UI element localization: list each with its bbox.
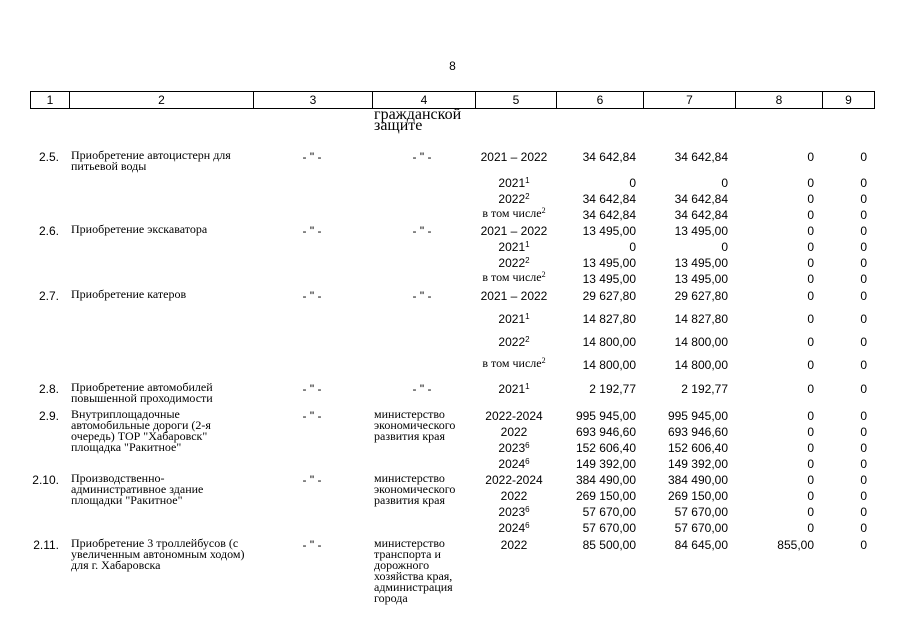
period: 2021$^1$: [498, 312, 530, 326]
municipal-budget: 0: [807, 521, 814, 535]
period: 2021$^1$: [498, 382, 530, 396]
regional-budget: 57 670,00: [674, 505, 728, 519]
item-number: 2.10.: [32, 473, 59, 487]
item-number: 2.5.: [38, 150, 59, 164]
total-amount: 693 946,60: [575, 425, 636, 439]
regional-budget: 2 192,77: [681, 382, 728, 396]
period: в том числе$^2$: [482, 270, 546, 284]
period: 2022: [500, 425, 528, 439]
regional-budget: 149 392,00: [667, 457, 728, 471]
municipal-budget: 0: [807, 256, 814, 270]
item-name: Производственно-административное здание площадки "Ракитное": [71, 471, 204, 507]
total-amount: 269 150,00: [575, 489, 636, 503]
item-number: 2.8.: [38, 382, 59, 396]
page-number: 8: [449, 59, 456, 73]
footnote-marker: 2: [525, 192, 530, 201]
regional-budget: 14 800,00: [674, 358, 728, 372]
executor: министерство транспорта и дорожного хозяйства края, администрация города: [374, 536, 453, 605]
total-amount: 57 670,00: [582, 521, 636, 535]
period: 2021$^1$: [498, 176, 530, 190]
period: в том числе$^2$: [482, 356, 546, 370]
footnote-marker: 6: [525, 441, 530, 450]
executor: - " -: [412, 382, 432, 396]
period: 2022$^2$: [498, 335, 530, 349]
municipal-budget: 0: [807, 208, 814, 222]
period: 2024$^6$: [498, 457, 530, 471]
other-sources: 0: [860, 150, 867, 164]
executor: - " -: [412, 289, 432, 303]
executor: - " -: [412, 150, 432, 164]
municipal-budget: 855,00: [777, 538, 814, 552]
municipal-budget: 0: [807, 240, 814, 254]
period: 2024$^6$: [498, 521, 530, 535]
customer-ditto: - " -: [302, 473, 322, 487]
total-amount: 14 800,00: [582, 358, 636, 372]
regional-budget: 13 495,00: [674, 272, 728, 286]
item-number: 2.11.: [33, 538, 59, 552]
regional-budget: 0: [721, 240, 728, 254]
header-col-5: 5: [476, 92, 557, 109]
footnote-marker: 2: [541, 270, 546, 279]
total-amount: 995 945,00: [575, 409, 636, 423]
municipal-budget: 0: [807, 489, 814, 503]
other-sources: 0: [860, 457, 867, 471]
footnote-marker: 2: [525, 335, 530, 344]
municipal-budget: 0: [807, 192, 814, 206]
total-amount: 0: [629, 176, 636, 190]
total-amount: 34 642,84: [582, 192, 636, 206]
total-amount: 14 827,80: [582, 312, 636, 326]
header-col-9: 9: [823, 92, 875, 109]
item-name: Приобретение катеров: [71, 287, 187, 301]
municipal-budget: 0: [807, 150, 814, 164]
regional-budget: 152 606,40: [667, 441, 728, 455]
other-sources: 0: [860, 256, 867, 270]
total-amount: 34 642,84: [582, 150, 636, 164]
total-amount: 0: [629, 240, 636, 254]
total-amount: 149 392,00: [575, 457, 636, 471]
other-sources: 0: [860, 224, 867, 238]
period: 2022: [500, 489, 528, 503]
period: 2021 – 2022: [480, 289, 548, 303]
other-sources: 0: [860, 312, 867, 326]
total-amount: 384 490,00: [575, 473, 636, 487]
regional-budget: 13 495,00: [674, 256, 728, 270]
header-col-2: 2: [70, 92, 254, 109]
customer-ditto: - " -: [302, 150, 322, 164]
period: 2021$^1$: [498, 240, 530, 254]
period: 2022$^2$: [498, 192, 530, 206]
other-sources: 0: [860, 335, 867, 349]
period: 2022$^2$: [498, 256, 530, 270]
item-name: Приобретение автоцистерн для питьевой воды: [71, 148, 231, 173]
period: 2022: [500, 538, 528, 552]
other-sources: 0: [860, 441, 867, 455]
header-col-8: 8: [736, 92, 823, 109]
municipal-budget: 0: [807, 425, 814, 439]
customer-ditto: - " -: [302, 289, 322, 303]
municipal-budget: 0: [807, 358, 814, 372]
executor: министерство экономического развития края: [374, 407, 456, 443]
footnote-marker: 6: [525, 521, 530, 530]
regional-budget: 34 642,84: [674, 192, 728, 206]
regional-budget: 995 945,00: [667, 409, 728, 423]
other-sources: 0: [860, 382, 867, 396]
customer-ditto: - " -: [302, 538, 322, 552]
regional-budget: 14 800,00: [674, 335, 728, 349]
regional-budget: 29 627,80: [674, 289, 728, 303]
period: 2023$^6$: [498, 441, 530, 455]
footnote-marker: 1: [525, 382, 530, 391]
executor: министерство экономического развития края: [374, 471, 456, 507]
footnote-marker: 1: [525, 176, 530, 185]
customer-ditto: - " -: [302, 382, 322, 396]
footnote-marker: 2: [541, 206, 546, 215]
other-sources: 0: [860, 176, 867, 190]
other-sources: 0: [860, 409, 867, 423]
regional-budget: 0: [721, 176, 728, 190]
header-col-7: 7: [644, 92, 736, 109]
carryover-text: гражданской защите: [374, 106, 462, 134]
header-col-4: 4: [373, 92, 476, 109]
municipal-budget: 0: [807, 289, 814, 303]
regional-budget: 13 495,00: [674, 224, 728, 238]
total-amount: 57 670,00: [582, 505, 636, 519]
other-sources: 0: [860, 272, 867, 286]
period: 2022-2024: [485, 473, 543, 487]
other-sources: 0: [860, 505, 867, 519]
municipal-budget: 0: [807, 272, 814, 286]
footnote-marker: 1: [525, 312, 530, 321]
other-sources: 0: [860, 489, 867, 503]
other-sources: 0: [860, 538, 867, 552]
header-col-6: 6: [557, 92, 644, 109]
item-number: 2.7.: [38, 289, 59, 303]
footnote-marker: 1: [525, 240, 530, 249]
total-amount: 29 627,80: [582, 289, 636, 303]
item-number: 2.9.: [38, 409, 59, 423]
customer-ditto: - " -: [302, 224, 322, 238]
period: 2023$^6$: [498, 505, 530, 519]
total-amount: 85 500,00: [582, 538, 636, 552]
header-col-1: 1: [31, 92, 70, 109]
other-sources: 0: [860, 208, 867, 222]
municipal-budget: 0: [807, 457, 814, 471]
other-sources: 0: [860, 425, 867, 439]
other-sources: 0: [860, 358, 867, 372]
municipal-budget: 0: [807, 224, 814, 238]
municipal-budget: 0: [807, 335, 814, 349]
regional-budget: 57 670,00: [674, 521, 728, 535]
other-sources: 0: [860, 473, 867, 487]
period: 2021 – 2022: [480, 150, 548, 164]
executor: - " -: [412, 224, 432, 238]
header-col-3: 3: [254, 92, 373, 109]
municipal-budget: 0: [807, 382, 814, 396]
other-sources: 0: [860, 240, 867, 254]
period: 2022-2024: [485, 409, 543, 423]
regional-budget: 14 827,80: [674, 312, 728, 326]
municipal-budget: 0: [807, 409, 814, 423]
municipal-budget: 0: [807, 176, 814, 190]
municipal-budget: 0: [807, 473, 814, 487]
regional-budget: 384 490,00: [667, 473, 728, 487]
regional-budget: 34 642,84: [674, 150, 728, 164]
other-sources: 0: [860, 521, 867, 535]
item-number: 2.6.: [38, 224, 59, 238]
regional-budget: 84 645,00: [674, 538, 728, 552]
other-sources: 0: [860, 192, 867, 206]
period: 2021 – 2022: [480, 224, 548, 238]
total-amount: 14 800,00: [582, 335, 636, 349]
customer-ditto: - " -: [302, 409, 322, 423]
total-amount: 34 642,84: [582, 208, 636, 222]
footnote-marker: 2: [525, 256, 530, 265]
regional-budget: 34 642,84: [674, 208, 728, 222]
total-amount: 2 192,77: [589, 382, 636, 396]
period: в том числе$^2$: [482, 206, 546, 220]
regional-budget: 693 946,60: [667, 425, 728, 439]
item-name: Внутриплощадочные автомобильные дороги (2-я очередь) ТОР "Хабаровск" площадка "Ракитное": [71, 407, 211, 454]
item-name: Приобретение 3 троллейбусов (с увеличенным автономным ходом) для г. Хабаровска: [71, 536, 245, 572]
other-sources: 0: [860, 289, 867, 303]
footnote-marker: 6: [525, 505, 530, 514]
regional-budget: 269 150,00: [667, 489, 728, 503]
municipal-budget: 0: [807, 312, 814, 326]
municipal-budget: 0: [807, 505, 814, 519]
item-name: Приобретение автомобилей повышенной проходимости: [71, 380, 213, 405]
footnote-marker: 2: [541, 356, 546, 365]
total-amount: 13 495,00: [582, 272, 636, 286]
total-amount: 13 495,00: [582, 224, 636, 238]
total-amount: 13 495,00: [582, 256, 636, 270]
item-name: Приобретение экскаватора: [71, 222, 208, 236]
total-amount: 152 606,40: [575, 441, 636, 455]
municipal-budget: 0: [807, 441, 814, 455]
footnote-marker: 6: [525, 457, 530, 466]
